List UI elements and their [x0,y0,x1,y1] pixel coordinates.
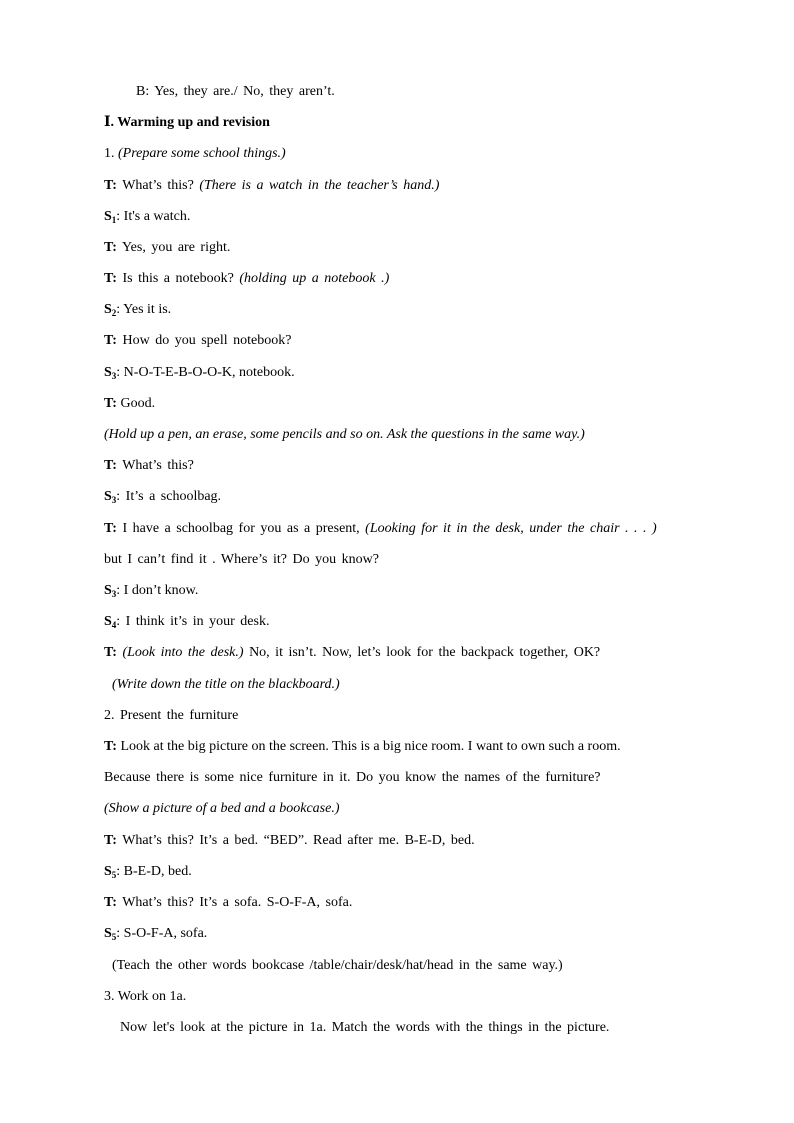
utterance: How do you spell notebook? [122,333,292,348]
step-number: 1. [104,146,115,161]
utterance: I have a schoolbag for you as a present, [122,521,360,536]
dialogue-line [104,642,600,664]
dialogue-line [104,237,230,259]
stage-direction: (Looking for it in the desk, under the chair . . . ) [365,521,657,536]
stage-direction: (Prepare some school things.) [118,146,286,161]
speaker-number: 2 [111,308,117,318]
speaker-number: 3 [111,495,117,505]
utterance: Look at the big picture on the screen. This is a big nice room. I want to own such a room. [120,739,621,754]
instruction-line [120,1017,609,1039]
dialogue-line [104,268,389,290]
answer-line [136,81,335,103]
stage-direction: (There is a watch in the teacher’s hand.) [199,178,440,193]
dialogue-line [104,518,657,540]
speaker-letter: S [104,864,112,879]
speaker-number: 3 [111,589,117,599]
stage-direction-line [104,424,585,446]
dialogue-line [104,299,171,321]
dialogue-continuation [104,767,601,789]
utterance: Yes, you are right. [121,240,231,255]
stage-direction: (holding up a notebook .) [239,271,390,286]
speaker: T: [104,396,117,411]
speaker [104,926,116,941]
dialogue-continuation [104,549,379,571]
speaker [104,489,116,504]
speaker: T: [104,739,117,754]
speaker [104,614,116,629]
speaker: T: [104,895,117,910]
speaker [104,365,116,380]
dialogue-line [104,330,291,352]
stage-direction: (Look into the desk.) [122,645,244,660]
speaker-number: 4 [111,620,117,630]
utterance: Is this a notebook? [122,271,234,286]
dialogue-line [104,175,439,197]
dialogue-line [104,736,621,758]
speaker-letter: S [104,302,112,317]
dialogue-line [104,362,295,384]
section-title [104,112,270,134]
speaker-number: 5 [111,870,117,880]
speaker [104,209,116,224]
dialogue-line [104,206,190,228]
stage-direction: (Show a picture of a bed and a bookcase.) [104,801,340,816]
dialogue-line [104,861,192,883]
utterance: : It's a watch. [116,209,191,224]
speaker [104,583,116,598]
speaker: T: [104,333,117,348]
speaker-number: 5 [111,932,117,942]
step-3 [104,986,186,1008]
utterance: Because there is some nice furniture in it. Do you know the names of the furniture? [104,770,601,785]
utterance: No, it isn’t. Now, let’s look for the backpack together, OK? [249,645,601,660]
teaching-note [112,955,563,977]
utterance: : N-O-T-E-B-O-O-K, notebook. [116,365,295,380]
utterance: What’s this? [122,458,194,473]
utterance: : It’s a schoolbag. [116,489,222,504]
speaker-letter: S [104,209,112,224]
speaker-letter: S [104,489,112,504]
dialogue-line [104,393,155,415]
speaker: T: [104,271,117,286]
step-heading: 2. Present the furniture [104,708,239,723]
stage-direction: (Write down the title on the blackboard.) [112,677,340,692]
utterance: : B-E-D, bed. [116,864,192,879]
answer-text: B: Yes, they are./ No, they aren’t. [136,84,335,99]
speaker: T: [104,178,117,193]
speaker-letter: S [104,926,112,941]
speaker-letter: S [104,614,112,629]
speaker: T: [104,458,117,473]
utterance: : I think it’s in your desk. [116,614,270,629]
step-1 [104,143,286,165]
dialogue-line [104,580,198,602]
dialogue-line [104,611,269,633]
speaker: T: [104,645,117,660]
utterance: : Yes it is. [116,302,172,317]
dialogue-line [104,486,221,508]
dialogue-line [104,892,352,914]
step-2 [104,705,238,727]
speaker [104,302,116,317]
dialogue-line [104,455,194,477]
speaker: T: [104,240,117,255]
section-title-text: Ⅰ. Warming up and revision [104,115,270,130]
teaching-note-text: (Teach the other words bookcase /table/chair/desk/hat/head in the same way.) [112,958,563,973]
stage-direction-line [104,798,340,820]
stage-direction: (Hold up a pen, an erase, some pencils and so on. Ask the questions in the same way.) [104,427,585,442]
dialogue-line [104,830,475,852]
instruction-text: Now let's look at the picture in 1a. Match the words with the things in the picture. [120,1020,610,1035]
utterance: Good. [120,396,156,411]
utterance: What’s this? It’s a sofa. S-O-F-A, sofa. [122,895,353,910]
utterance: but I can’t find it . Where’s it? Do you know? [104,552,379,567]
speaker: T: [104,521,117,536]
utterance: : I don’t know. [116,583,199,598]
speaker: T: [104,833,117,848]
utterance: What’s this? It’s a bed. “BED”. Read after me. B-E-D, bed. [122,833,475,848]
speaker-letter: S [104,365,112,380]
step-heading: 3. Work on 1a. [104,989,187,1004]
utterance: : S-O-F-A, sofa. [116,926,208,941]
utterance: What’s this? [122,178,194,193]
dialogue-line [104,923,207,945]
speaker-number: 1 [111,215,117,225]
speaker [104,864,116,879]
stage-direction-line [112,674,340,696]
speaker-number: 3 [111,371,117,381]
speaker-letter: S [104,583,112,598]
